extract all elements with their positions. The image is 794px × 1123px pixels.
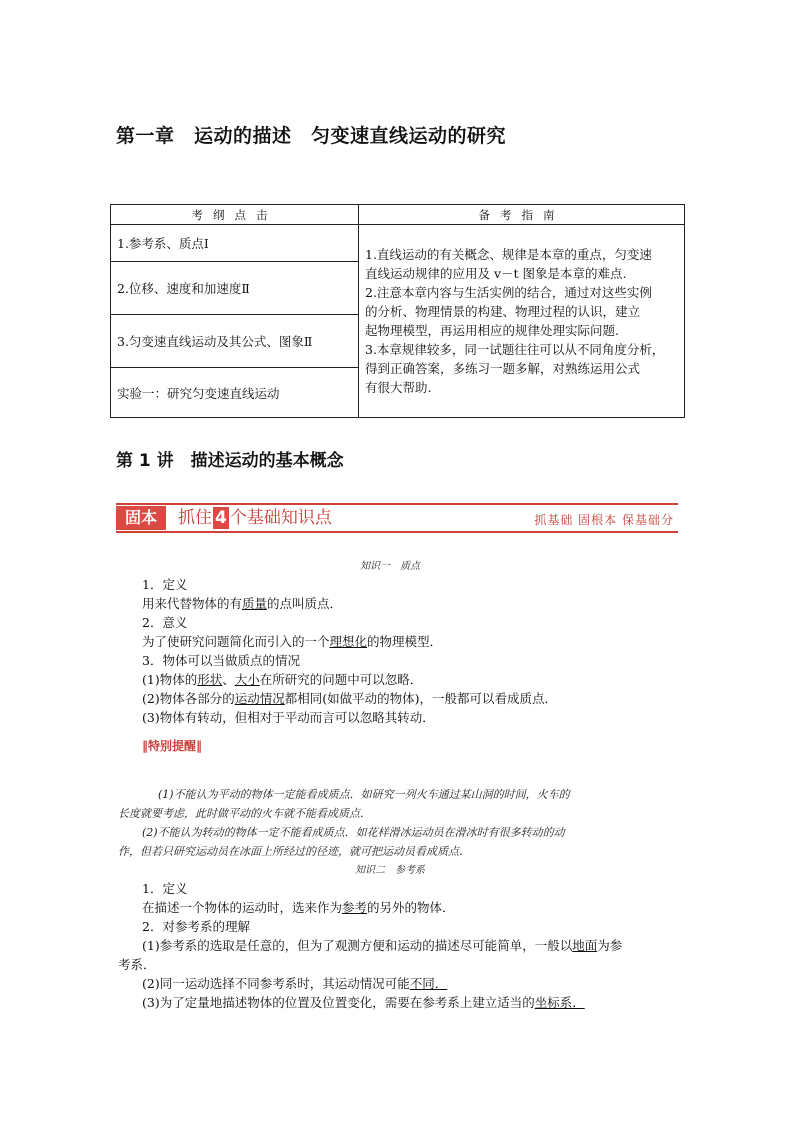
k2-def [142,898,455,917]
guide-row: 3.匀变速直线运动及其公式、图象Ⅱ [111,315,359,368]
k1-mean [142,632,442,651]
k1-def [142,594,342,613]
guide-right-cell [359,225,685,418]
k2-point-2 [142,974,447,993]
banner-top-rule [116,503,678,505]
guide-right-line: 1.直线运动的有关概念、规律是本章的重点，匀变速 [365,247,652,262]
banner-title [178,507,332,529]
banner-title-number: 4 [215,508,227,528]
k2-title: 知识二 参考系 [355,865,425,876]
k2-p1-post: 为参 [597,938,623,953]
k1-c1-pre: (1)物体的 [142,672,198,687]
guide-header-left: 考纲点击 [111,205,359,225]
k2-under-head: 2．对参考系的理解 [142,919,250,934]
k1-mean-blank: 理想化 [329,634,368,649]
guide-right-line: 直线运动规律的应用及 v－t 图象是本章的难点. [365,266,627,281]
guide-row: 2.位移、速度和加速度Ⅱ [111,262,359,315]
k1-c1-mid: 、 [222,672,235,687]
k2-def-blank: 参考 [342,900,368,915]
k1-c2-blank: 运动情况 [234,691,285,706]
lesson-title: 第 1 讲 描述运动的基本概念 [116,451,344,471]
note-line: 长度就要考虑，此时做平动的火车就不能看成质点． [118,807,371,820]
k2-p2-blank: 不同． [409,976,448,991]
note-line: (2)不能认为转动的物体一定不能看成质点．如花样滑冰运动员在滑冰时有很多转动的动 [142,826,565,839]
k1-def-blank: 质量 [242,596,268,611]
k1-title: 知识一 质点 [360,561,420,572]
banner-slogan: 抓基础 固根本 保基础分 [534,513,674,527]
guide-right-line: 2.注意本章内容与生活实例的结合，通过对这些实例 [365,285,652,300]
k1-cond-3: (3)物体有转动，但相对于平动而言可以忽略其转动． [142,710,435,725]
k1-c1-blank-2: 大小 [234,672,260,687]
k1-c1-blank-1: 形状 [197,672,223,687]
guide-right-line: 有很大帮助. [365,380,432,395]
guide-row: 1.参考系、质点Ⅰ [111,225,359,262]
banner-title-pre: 抓住 [178,508,212,528]
k2-p1-blank: 地面 [572,938,598,953]
tip-label-text: 特别提醒 [148,739,197,753]
k1-mean-head: 2．意义 [142,615,188,630]
k2-point-1-cont: 考系． [118,957,156,972]
k2-def-pre: 在描述一个物体的运动时，选来作为 [142,900,343,915]
k1-cond-1 [142,670,422,689]
k2-def-head: 1．定义 [142,881,188,896]
guide-table [110,204,685,418]
k1-cond-head: 3．物体可以当做质点的情况 [142,653,300,668]
guide-header-right: 备考指南 [359,205,685,225]
section-banner [116,503,678,533]
k1-def-pre: 用来代替物体的有 [142,596,243,611]
k2-p1-pre: (1)参考系的选取是任意的，但为了观测方便和运动的描述尽可能简单，一般以 [142,938,573,953]
banner-tag: 固本 [116,506,166,530]
k2-point-3 [142,993,585,1012]
note-line: (1)不能认为平动的物体一定能看成质点．如研究一列火车通过某山洞的时间，火车的 [158,788,570,801]
k1-def-post: 的点叫质点． [267,596,343,611]
guide-right-line: 起物理模型，再运用相应的规律处理实际问题. [365,323,619,338]
k2-def-post: 的另外的物体． [367,900,455,915]
k2-p3-blank: 坐标系． [534,995,585,1010]
banner-bottom-rule [116,531,678,533]
k1-c1-post: 在所研究的问题中可以忽略． [259,672,423,687]
guide-right-line: 的分析、物理情景的构建、物理过程的认识，建立 [365,304,641,319]
guide-right-line: 3.本章规律较多，同一试题往往可以从不同角度分析， [365,342,665,357]
k1-c2-post: 都相同(如做平动的物体)，一般都可以看成质点． [284,691,557,706]
k2-p2-pre: (2)同一运动选择不同参考系时，其运动情况可能 [142,976,410,991]
k2-p3-pre: (3)为了定量地描述物体的位置及位置变化，需要在参考系上建立适当的 [142,995,535,1010]
k2-point-1 [142,936,622,955]
k1-mean-post: 的物理模型． [367,634,443,649]
banner-title-post: 个基础知识点 [229,508,332,528]
k1-def-head: 1．定义 [142,577,188,592]
guide-row: 实验一：研究匀变速直线运动 [111,368,359,418]
tip-label: ‖特别提醒‖ [142,739,203,753]
k1-c2-pre: (2)物体各部分的 [142,691,235,706]
chapter-title: 第一章 运动的描述 匀变速直线运动的研究 [116,125,507,147]
guide-right-line: 得到正确答案，多练习一题多解，对熟练运用公式 [365,361,641,376]
k1-cond-2 [142,689,557,708]
k1-mean-pre: 为了使研究问题简化而引入的一个 [142,634,330,649]
note-line: 作，但若只研究运动员在冰面上所经过的径迹，就可把运动员看成质点． [118,845,470,858]
